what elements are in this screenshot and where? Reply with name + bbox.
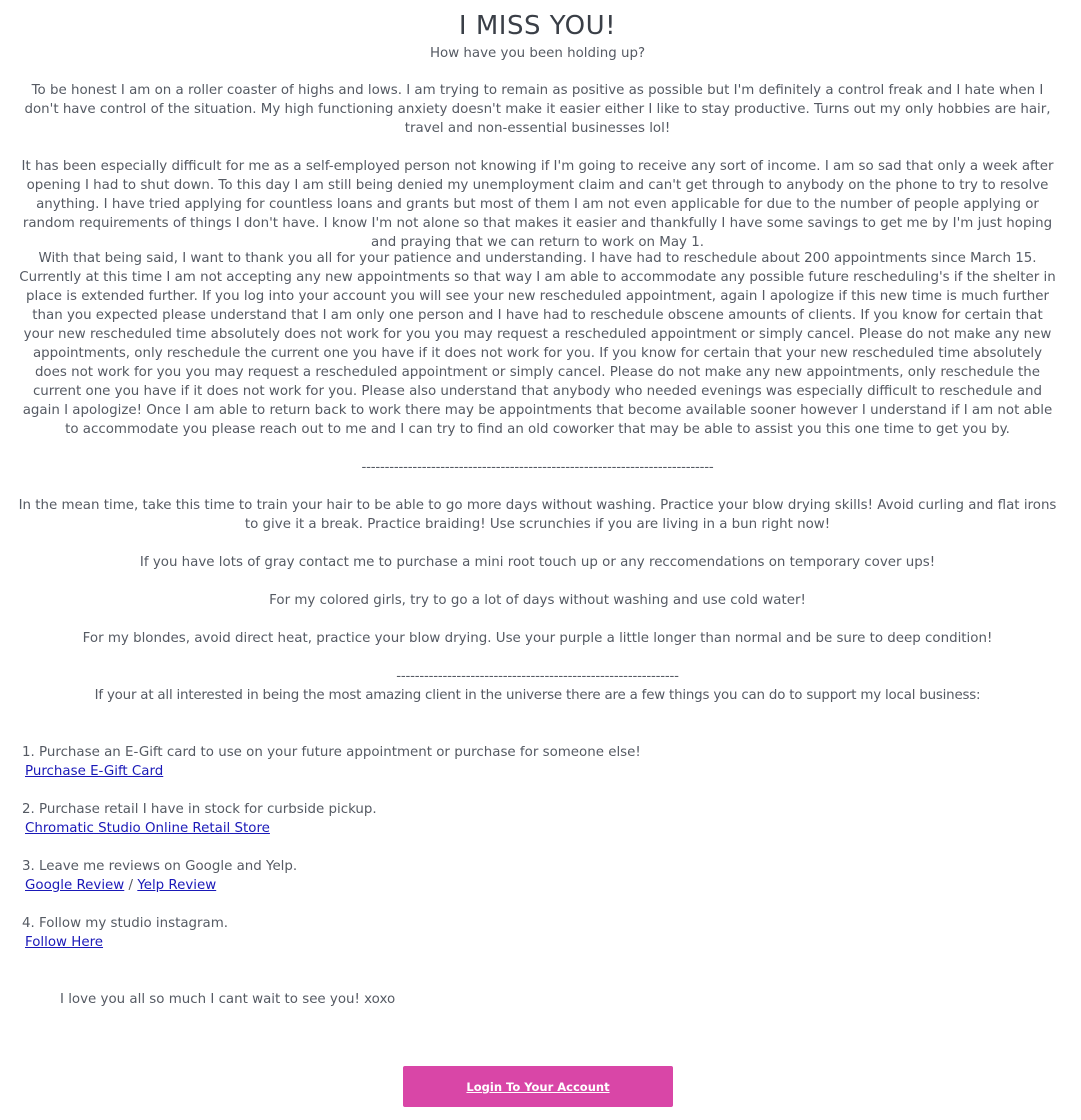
paragraph-intro: To be honest I am on a roller coaster of highs and lows. I am trying to remain as positive as possible but I'm definitely a control freak and I hate when I don't have control of the situation. My high functioning anxiety doesn't make it easier either I like to stay productive. Turns out my only hobbies are hair, travel and non-essential businesses lol! [24,83,1051,136]
link-separator: / [128,878,134,893]
purchase-e-gift-card-link[interactable]: Purchase E-Gift Card [25,764,164,779]
support-item-retail [22,800,922,838]
online-retail-store-link[interactable]: Chromatic Studio Online Retail Store [25,821,270,836]
page-title: I MISS YOU! [458,11,617,41]
support-item-text: 3. Leave me reviews on Google and Yelp. [22,859,298,874]
tip-colored: For my colored girls, try to go a lot of days without washing and use cold water! [269,593,806,608]
tip-washing: In the mean time, take this time to train your hair to be able to go more days without washing. Practice your blow drying skills! Avoid curling and flat irons to give it a break. Practice braiding! Use scrunchies if you are living in a bun right now! [18,498,1057,532]
follow-instagram-link[interactable]: Follow Here [25,935,104,950]
login-button[interactable]: Login To Your Account [403,1066,673,1107]
tip-gray: If you have lots of gray contact me to purchase a mini root touch up or any reccomendations on temporary cover ups! [139,555,936,570]
support-item-text: 4. Follow my studio instagram. [22,916,229,931]
support-intro: If your at all interested in being the most amazing client in the universe there are a few things you can do to support my local business: [94,688,981,703]
support-item-text: 2. Purchase retail I have in stock for curbside pickup. [22,802,377,817]
page-subtitle: How have you been holding up? [429,46,646,61]
divider: ------------------------------------------------------------- [396,669,679,684]
closing-message: I love you all so much I cant wait to see you! xoxo [60,992,396,1007]
google-review-link[interactable]: Google Review [25,878,125,893]
support-item-gift-card [22,743,922,781]
support-item-instagram [22,914,922,952]
divider: ---------------------------------------------------------------------------- [361,460,714,475]
support-item-text: 1. Purchase an E-Gift card to use on your future appointment or purchase for someone else! [22,745,641,760]
paragraph-appointments: With that being said, I want to thank you all for your patience and understanding. I have had to reschedule about 200 appointments since March 15. Currently at this time I am not accepting any new appointments so that way I am able to accommodate any possible future rescheduling's if the shelter in place is extended further. If you log into your account you will see your new rescheduled appointment, again I apologize if this new time is much further than you expected please understand that I am only one person and I have had to reschedule obscene amounts of clients. If you know for certain that your new rescheduled time absolutely does not work for you you may request a rescheduled appointment or simply cancel. Please do not make any new appointments, only reschedule the current one you have if it does not work for you. If you know for certain that your new rescheduled time absolutely does not work for you you may request a rescheduled appointment or simply cancel. Please do not make any new appointments, only reschedule the current one you have if it does not work for you. Please also understand that anybody who needed evenings was especially difficult to reschedule and again I apologize! Once I am able to return back to work there may be appointments that become available sooner however I understand if I am not able to accommodate you please reach out to me and I can try to find an old coworker that may be able to assist you this one time to get you by. [19,251,1056,437]
yelp-review-link[interactable]: Yelp Review [137,878,217,893]
support-item-reviews [22,857,922,895]
tip-blondes: For my blondes, avoid direct heat, practice your blow drying. Use your purple a little longer than normal and be sure to deep condition! [82,631,993,646]
paragraph-income: It has been especially difficult for me as a self-employed person not knowing if I'm going to receive any sort of income. I am so sad that only a week after opening I had to shut down. To this day I am still being denied my unemployment claim and can't get through to anybody on the phone to try to resolve anything. I have tried applying for countless loans and grants but most of them I am not even applicable for due to the number of people applying or random requirements of things I don't have. I know I'm not alone so that makes it easier and thankfully I have some savings to get me by I'm just hoping and praying that we can return to work on May 1. [21,159,1054,250]
